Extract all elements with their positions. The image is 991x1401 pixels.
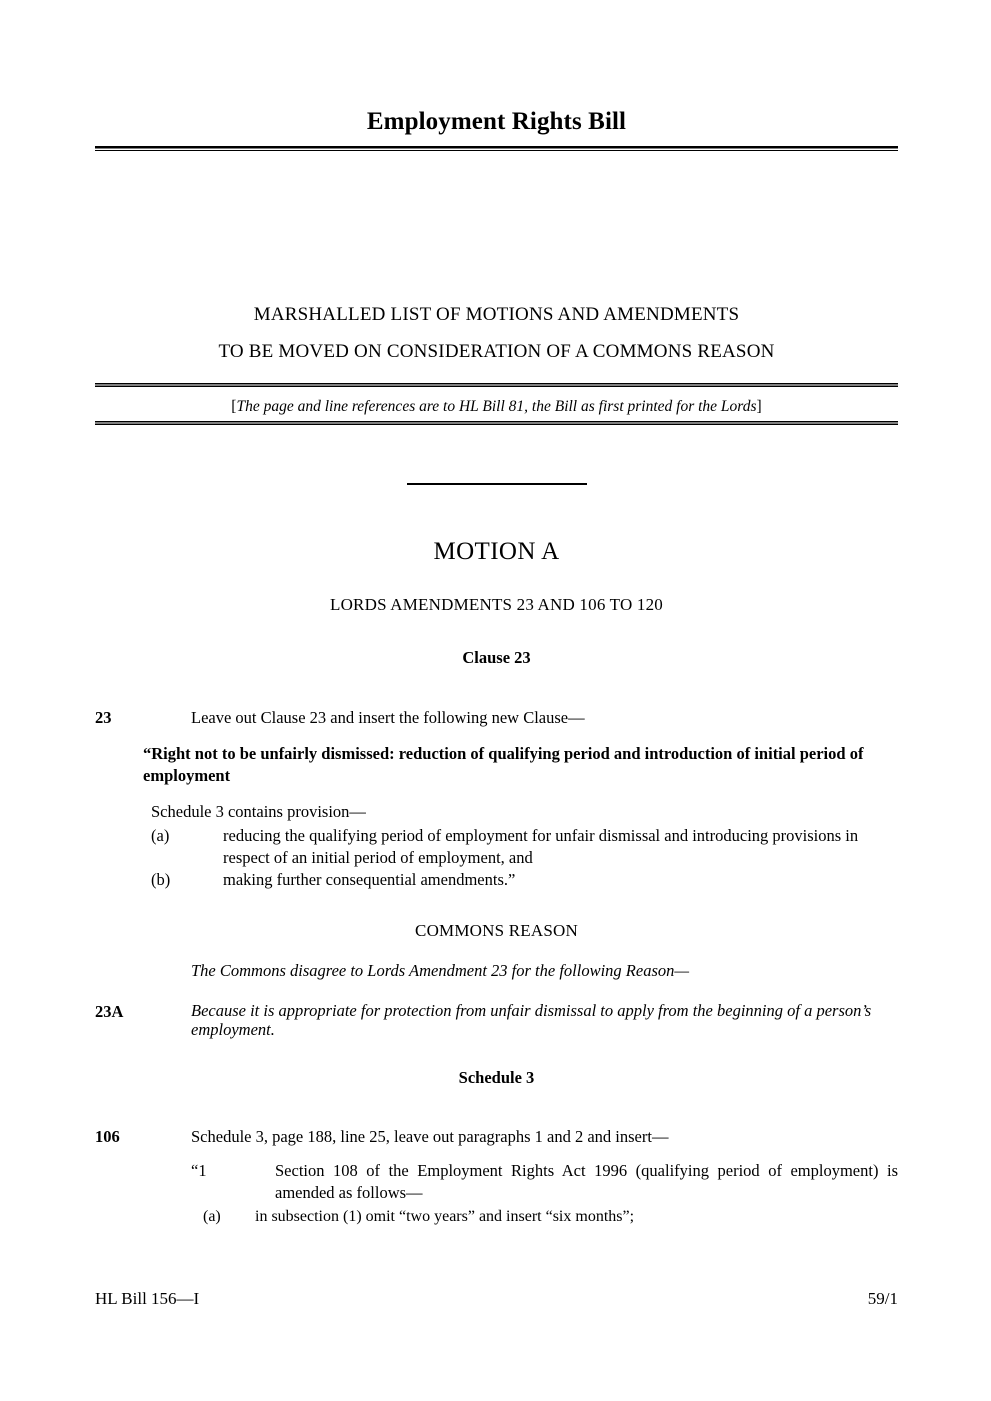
- note-close-bracket: ]: [756, 398, 762, 415]
- list-item: [151, 869, 898, 891]
- title-rule: [95, 146, 898, 151]
- amendment-23-lead: Leave out Clause 23 and insert the following new Clause—: [191, 708, 585, 727]
- page-footer: [95, 1289, 898, 1309]
- commons-reason-number: 23A: [95, 1002, 124, 1021]
- document-title: Employment Rights Bill: [366, 108, 627, 135]
- amendment-106-paragraph-1: [191, 1160, 898, 1204]
- amendment-106-paragraph-text: Section 108 of the Employment Rights Act 1996 (qualifying period of employment) is amended as follows—: [275, 1161, 898, 1203]
- motion-subtitle: LORDS AMENDMENTS 23 AND 106 TO 120: [330, 595, 663, 614]
- amendment-106-number: 106: [95, 1127, 120, 1146]
- list-item-marker: (a): [151, 825, 170, 845]
- list-item-text: in subsection (1) omit “two years” and insert “six months”;: [255, 1208, 635, 1226]
- schedule-3-heading: Schedule 3: [458, 1068, 535, 1087]
- amendment-106: [95, 1126, 898, 1148]
- footer-bill-reference: HL Bill 156—I: [95, 1289, 200, 1308]
- page-line-reference-note: [95, 398, 898, 416]
- list-item: [203, 1206, 898, 1227]
- amendment-23-list: [95, 825, 898, 891]
- amendment-23-number: 23: [95, 708, 112, 727]
- subtitle-line-2: TO BE MOVED ON CONSIDERATION OF A COMMONS REASON: [218, 341, 775, 362]
- list-item-marker: (b): [151, 869, 171, 889]
- amendment-106-paragraph-number: “1: [191, 1161, 207, 1181]
- commons-reason-text: Because it is appropriate for protection from unfair dismissal to apply from the beginning of a person’s employment.: [191, 1001, 872, 1040]
- commons-reason-23a: [95, 1001, 898, 1040]
- subtitle-line-1: MARSHALLED LIST OF MOTIONS AND AMENDMENTS: [253, 304, 740, 325]
- list-item-marker: (a): [203, 1208, 221, 1226]
- list-item-text: making further consequential amendments.”: [223, 869, 516, 889]
- footer-page-number: 59/1: [867, 1289, 898, 1308]
- amendment-23-lead-in: Schedule 3 contains provision—: [151, 801, 366, 821]
- commons-reason-heading: COMMONS REASON: [415, 921, 578, 940]
- amendment-106-lead: Schedule 3, page 188, line 25, leave out paragraphs 1 and 2 and insert—: [191, 1127, 669, 1146]
- commons-reason-intro: The Commons disagree to Lords Amendment 23 for the following Reason—: [191, 961, 690, 980]
- note-open-bracket: [: [231, 398, 237, 415]
- amendment-23-quote-heading: “Right not to be unfairly dismissed: reduction of qualifying period and introduction of initial period of employment: [143, 744, 864, 785]
- amendment-106-list: [95, 1206, 898, 1227]
- list-item: [151, 825, 898, 869]
- section-divider: [407, 483, 587, 485]
- note-rule-top: [95, 383, 898, 387]
- motion-title: MOTION A: [433, 538, 560, 565]
- list-item-text: reducing the qualifying period of employment for unfair dismissal and introducing provisions in respect of an initial period of employment, and: [223, 825, 859, 867]
- note-text: The page and line references are to HL Bill 81, the Bill as first printed for the Lords: [236, 398, 757, 415]
- amendment-23: [95, 707, 898, 891]
- clause-23-heading: Clause 23: [462, 648, 531, 667]
- note-rule-bottom: [95, 421, 898, 425]
